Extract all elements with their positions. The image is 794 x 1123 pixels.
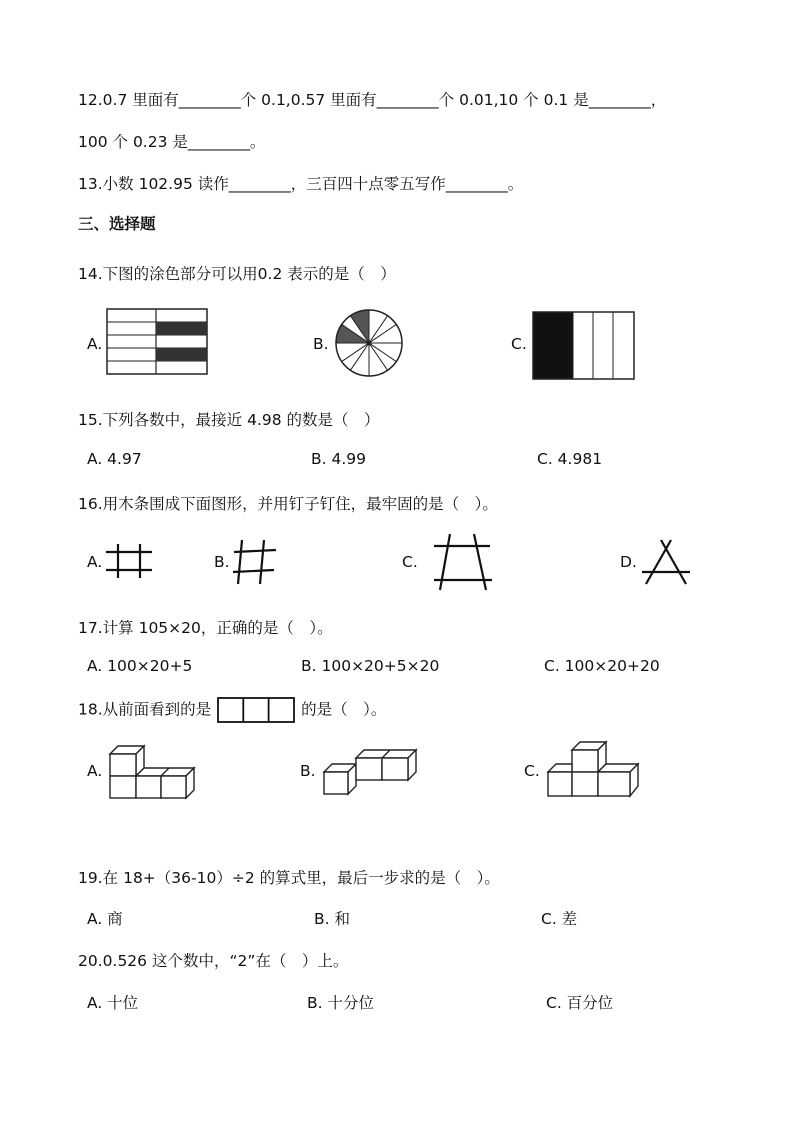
section-choice-heading: 三、选择题 xyxy=(78,215,156,233)
q16-option-c-label[interactable]: C. xyxy=(402,553,418,571)
q16-figure-d-triangle xyxy=(640,538,692,586)
q19-option-c[interactable]: C. 差 xyxy=(541,910,578,928)
q19-option-b[interactable]: B. 和 xyxy=(314,910,350,928)
q19-stem: 19.在 18+（36-10）÷2 的算式里，最后一步求的是（ ）。 xyxy=(78,869,500,887)
q16-option-b-label[interactable]: B. xyxy=(214,553,230,571)
q18-front-view-figure xyxy=(217,697,295,723)
q15-option-b[interactable]: B. 4.99 xyxy=(311,450,366,468)
q14-option-a-label[interactable]: A. xyxy=(87,335,103,353)
q16-option-a-label[interactable]: A. xyxy=(87,553,103,571)
q18-stem xyxy=(78,697,386,723)
q16-figure-a-square xyxy=(104,542,154,580)
q18-figure-b-cubes xyxy=(320,748,420,796)
q14-figure-b-circle xyxy=(334,308,404,378)
q16-option-d-label[interactable]: D. xyxy=(620,553,637,571)
q15-option-c[interactable]: C. 4.981 xyxy=(537,450,603,468)
q18-figure-c-cubes xyxy=(544,738,644,800)
q18-option-a-label[interactable]: A. xyxy=(87,762,103,780)
q13-text: 13.小数 102.95 读作________，三百四十点零五写作________。 xyxy=(78,175,524,193)
q15-option-a[interactable]: A. 4.97 xyxy=(87,450,142,468)
q18-option-b-label[interactable]: B. xyxy=(300,762,316,780)
q20-option-b[interactable]: B. 十分位 xyxy=(307,994,374,1012)
q16-figure-c-trapezoid xyxy=(432,532,494,592)
q17-option-a[interactable]: A. 100×20+5 xyxy=(87,657,193,675)
q20-option-a[interactable]: A. 十位 xyxy=(87,994,139,1012)
q19-option-a[interactable]: A. 商 xyxy=(87,910,123,928)
q18-option-c-label[interactable]: C. xyxy=(524,762,540,780)
q18-stem-before: 18.从前面看到的是 xyxy=(78,700,212,719)
q12-line1: 12.0.7 里面有________个 0.1,0.57 里面有________个 0.01,10 个 0.1 是________， xyxy=(78,91,667,109)
q16-figure-b-parallelogram xyxy=(232,538,278,586)
q18-stem-after: 的是（ ）。 xyxy=(301,700,387,719)
q14-figure-a-grid xyxy=(106,308,208,376)
q16-stem: 16.用木条围成下面图形，并用钉子钉住，最牢固的是（ ）。 xyxy=(78,495,498,513)
q14-option-c-label[interactable]: C. xyxy=(511,335,527,353)
q14-figure-c-strips xyxy=(532,311,636,381)
q14-stem: 14.下图的涂色部分可以用0.2 表示的是（ ） xyxy=(78,265,396,283)
q18-figure-a-cubes xyxy=(106,742,200,800)
q14-option-b-label[interactable]: B. xyxy=(313,335,329,353)
q17-stem: 17.计算 105×20，正确的是（ ）。 xyxy=(78,619,333,637)
q20-option-c[interactable]: C. 百分位 xyxy=(546,994,614,1012)
q17-option-c[interactable]: C. 100×20+20 xyxy=(544,657,660,675)
q12-line2: 100 个 0.23 是________。 xyxy=(78,133,266,151)
q20-stem: 20.0.526 这个数中，“2”在（ ）上。 xyxy=(78,952,349,970)
q17-option-b[interactable]: B. 100×20+5×20 xyxy=(301,657,440,675)
q15-stem: 15.下列各数中，最接近 4.98 的数是（ ） xyxy=(78,411,380,429)
